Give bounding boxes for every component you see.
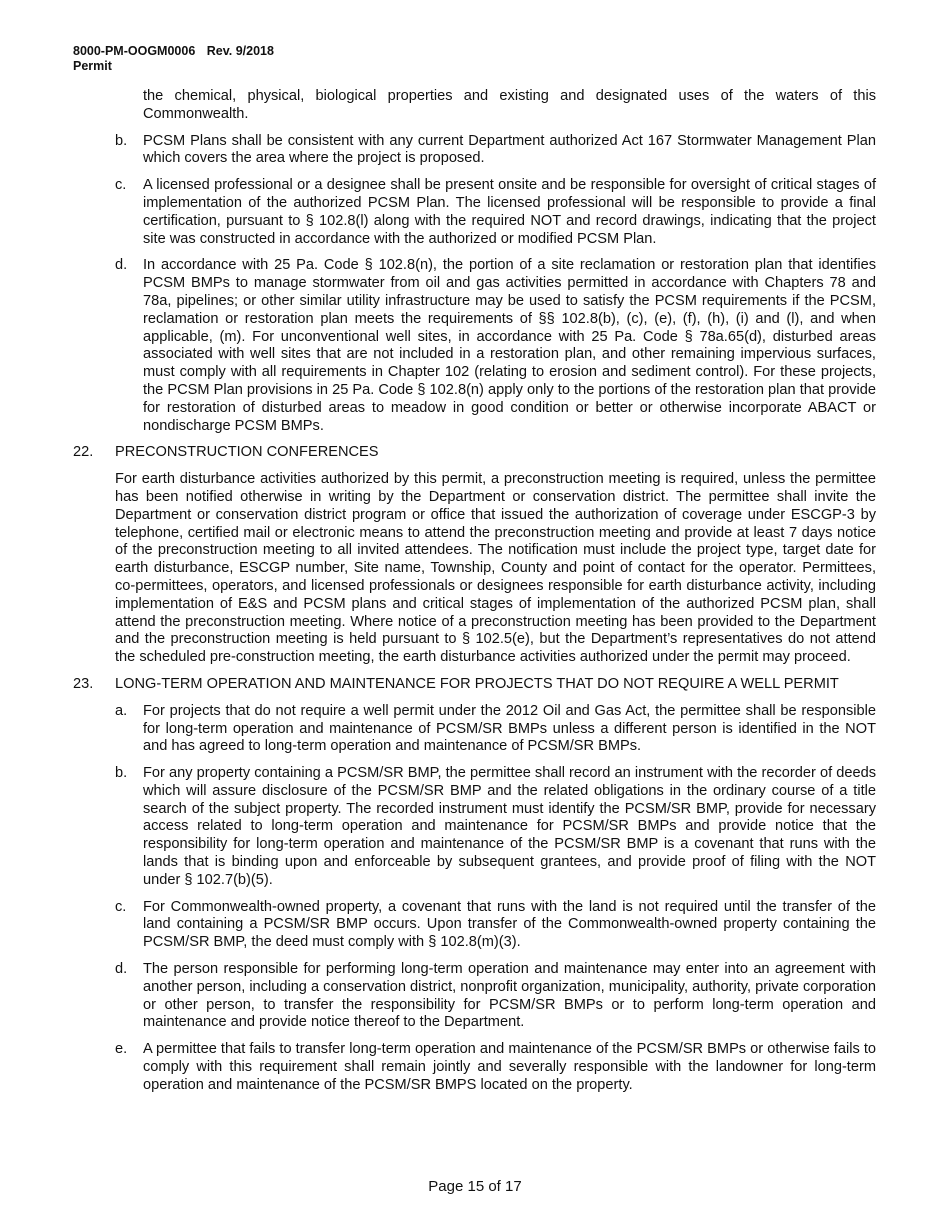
list-item-text: For Commonwealth-owned property, a covenant that runs with the land is not required until the transfer of the land containing a PCSM/SR BMP occurs. Upon transfer of the Commonwealth-owned property containing the PCSM/SR BMP, the deed must comply with § 102.8(m)(3).: [143, 898, 876, 951]
section-heading-23: [73, 676, 876, 694]
list-item: [73, 899, 876, 952]
list-item-text: In accordance with 25 Pa. Code § 102.8(n), the portion of a site reclamation or restoration plan that identifies PCSM BMPs to manage stormwater from oil and gas activities permitted in accordance with Chapters 78 and 78a, pipelines; or other similar utility infrastructure may be used to satisfy the PCSM requirements if the PCSM, reclamation or restoration plan meets the requirements of §§ 102.8(b), (c), (e), (f), (h), (i) and (l), and when applicable, (m). For unconventional well sites, in accordance with 25 Pa. Code § 78a.65(d), disturbed areas associated with well sites that are not included in a restoration plan, and other remaining impervious surfaces, must comply with all requirements in Chapter 102 (relating to erosion and sediment control). For these projects, the PCSM Plan provisions in 25 Pa. Code § 102.8(n) apply only to the portions of the restoration plan that provide for restoration of disturbed areas to meadow in good condition or better or otherwise incorporate ABACT or nondischarge PCSM BMPs.: [143, 257, 876, 434]
list-item: [73, 703, 876, 756]
section-title: LONG-TERM OPERATION AND MAINTENANCE FOR PROJECTS THAT DO NOT REQUIRE A WELL PERMIT: [115, 675, 839, 692]
section-number: 23.: [73, 675, 94, 692]
page-header: [73, 44, 274, 73]
list-item-label: b.: [115, 765, 128, 782]
document-body: [73, 88, 876, 1104]
list-item: [73, 257, 876, 435]
list-item-text: A licensed professional or a designee shall be present onsite and be responsible for oversight of critical stages of implementation of the authorized PCSM Plan. The licensed professional will be responsible to provide a final certification, pursuant to § 102.8(l) along with the required NOT and record drawings, indicating that the project site was constructed in accordance with the authorized or modified PCSM Plan.: [143, 177, 876, 247]
list-item-text: For projects that do not require a well permit under the 2012 Oil and Gas Act, the permittee shall be responsible for long-term operation and maintenance of PCSM/SR BMPs unless a different person is identified in the NOT and has agreed to long-term operation and maintenance of PCSM/SR BMPs.: [143, 702, 876, 755]
section-title: PRECONSTRUCTION CONFERENCES: [115, 444, 379, 461]
list-item-label: d.: [115, 257, 128, 274]
list-item-text: For any property containing a PCSM/SR BMP, the permittee shall record an instrument with the recorder of deeds which will assure disclosure of the PCSM/SR BMP and the related obligations in the ordinary course of a title search of the subject property. The recorded instrument must identify the PCSM/SR BMP, provide for necessary access related to long-term operation and maintenance for PCSM/SR BMPs and provide notice that the responsibility for long-term operation and maintenance of the PCSM/SR BMP is a covenant that runs with the lands that is binding upon and enforceable by subsequent grantees, and provide proof of filing with the NOT under § 102.7(b)(5).: [143, 765, 876, 888]
list-item-text: A permittee that fails to transfer long-term operation and maintenance of the PCSM/SR BMPs or otherwise fails to comply with this requirement shall remain jointly and severally responsible with the landowner for long-term operation and maintenance of the PCSM/SR BMPS located on the property.: [143, 1041, 876, 1093]
list-item-label: e.: [115, 1041, 128, 1058]
section-22-body: For earth disturbance activities authorized by this permit, a preconstruction meeting is required, unless the permittee has been notified otherwise in writing by the Department or conservation district. The permittee shall invite the Department or conservation district program or office that issued the authorization of coverage under ESCGP-3 by telephone, certified mail or electronic means to attend the preconstruction meeting and provide at least 7 days notice of the preconstruction meeting to all invited attendees. The notification must include the project type, target date for earth disturbance, ESCGP number, Site name, Township, County and point of contact for the operator. Permittees, co-permittees, operators, and licensed professionals or designees responsible for earth disturbance activity, including implementation of E&S and PCSM plans and critical stages of implementation of the authorized PCSM plan, shall attend the preconstruction meeting. Where notice of a preconstruction meeting has been provided to the Department and the preconstruction meeting is held pursuant to § 102.5(e), but the Department’s representatives do not attend the scheduled pre-construction meeting, the earth disturbance activities authorized under the permit may proceed.: [115, 471, 876, 666]
revision-label: Rev. 9/2018: [206, 44, 274, 58]
list-item-label: c.: [115, 177, 127, 194]
list-item: [73, 765, 876, 890]
document-type: Permit: [73, 58, 112, 73]
page-number: Page 15 of 17: [428, 1178, 522, 1195]
section-number: 22.: [73, 444, 94, 461]
section-heading-22: [73, 444, 876, 462]
list-item: [73, 177, 876, 248]
list-item-label: a.: [115, 702, 128, 719]
list-item-text: The person responsible for performing long-term operation and maintenance may enter into an agreement with another person, including a conservation district, nonprofit organization, municipality, authority, private corporation or other person, to transfer the responsibility for PCSM/SR BMPs or to perform long-term operation and maintenance and provide notice thereof to the Department.: [143, 961, 876, 1031]
list-item: [73, 961, 876, 1032]
form-code: 8000-PM-OOGM0006: [73, 44, 196, 58]
list-item-label: b.: [115, 132, 128, 149]
list-item: [73, 1041, 876, 1094]
list-item-text: PCSM Plans shall be consistent with any current Department authorized Act 167 Stormwater Management Plan which covers the area where the project is proposed.: [143, 132, 876, 167]
list-item: [73, 133, 876, 169]
list-item-label: c.: [115, 898, 127, 915]
continued-paragraph: the chemical, physical, biological properties and existing and designated uses of the waters of this Commonwealth.: [143, 88, 876, 122]
list-item-label: d.: [115, 961, 128, 978]
